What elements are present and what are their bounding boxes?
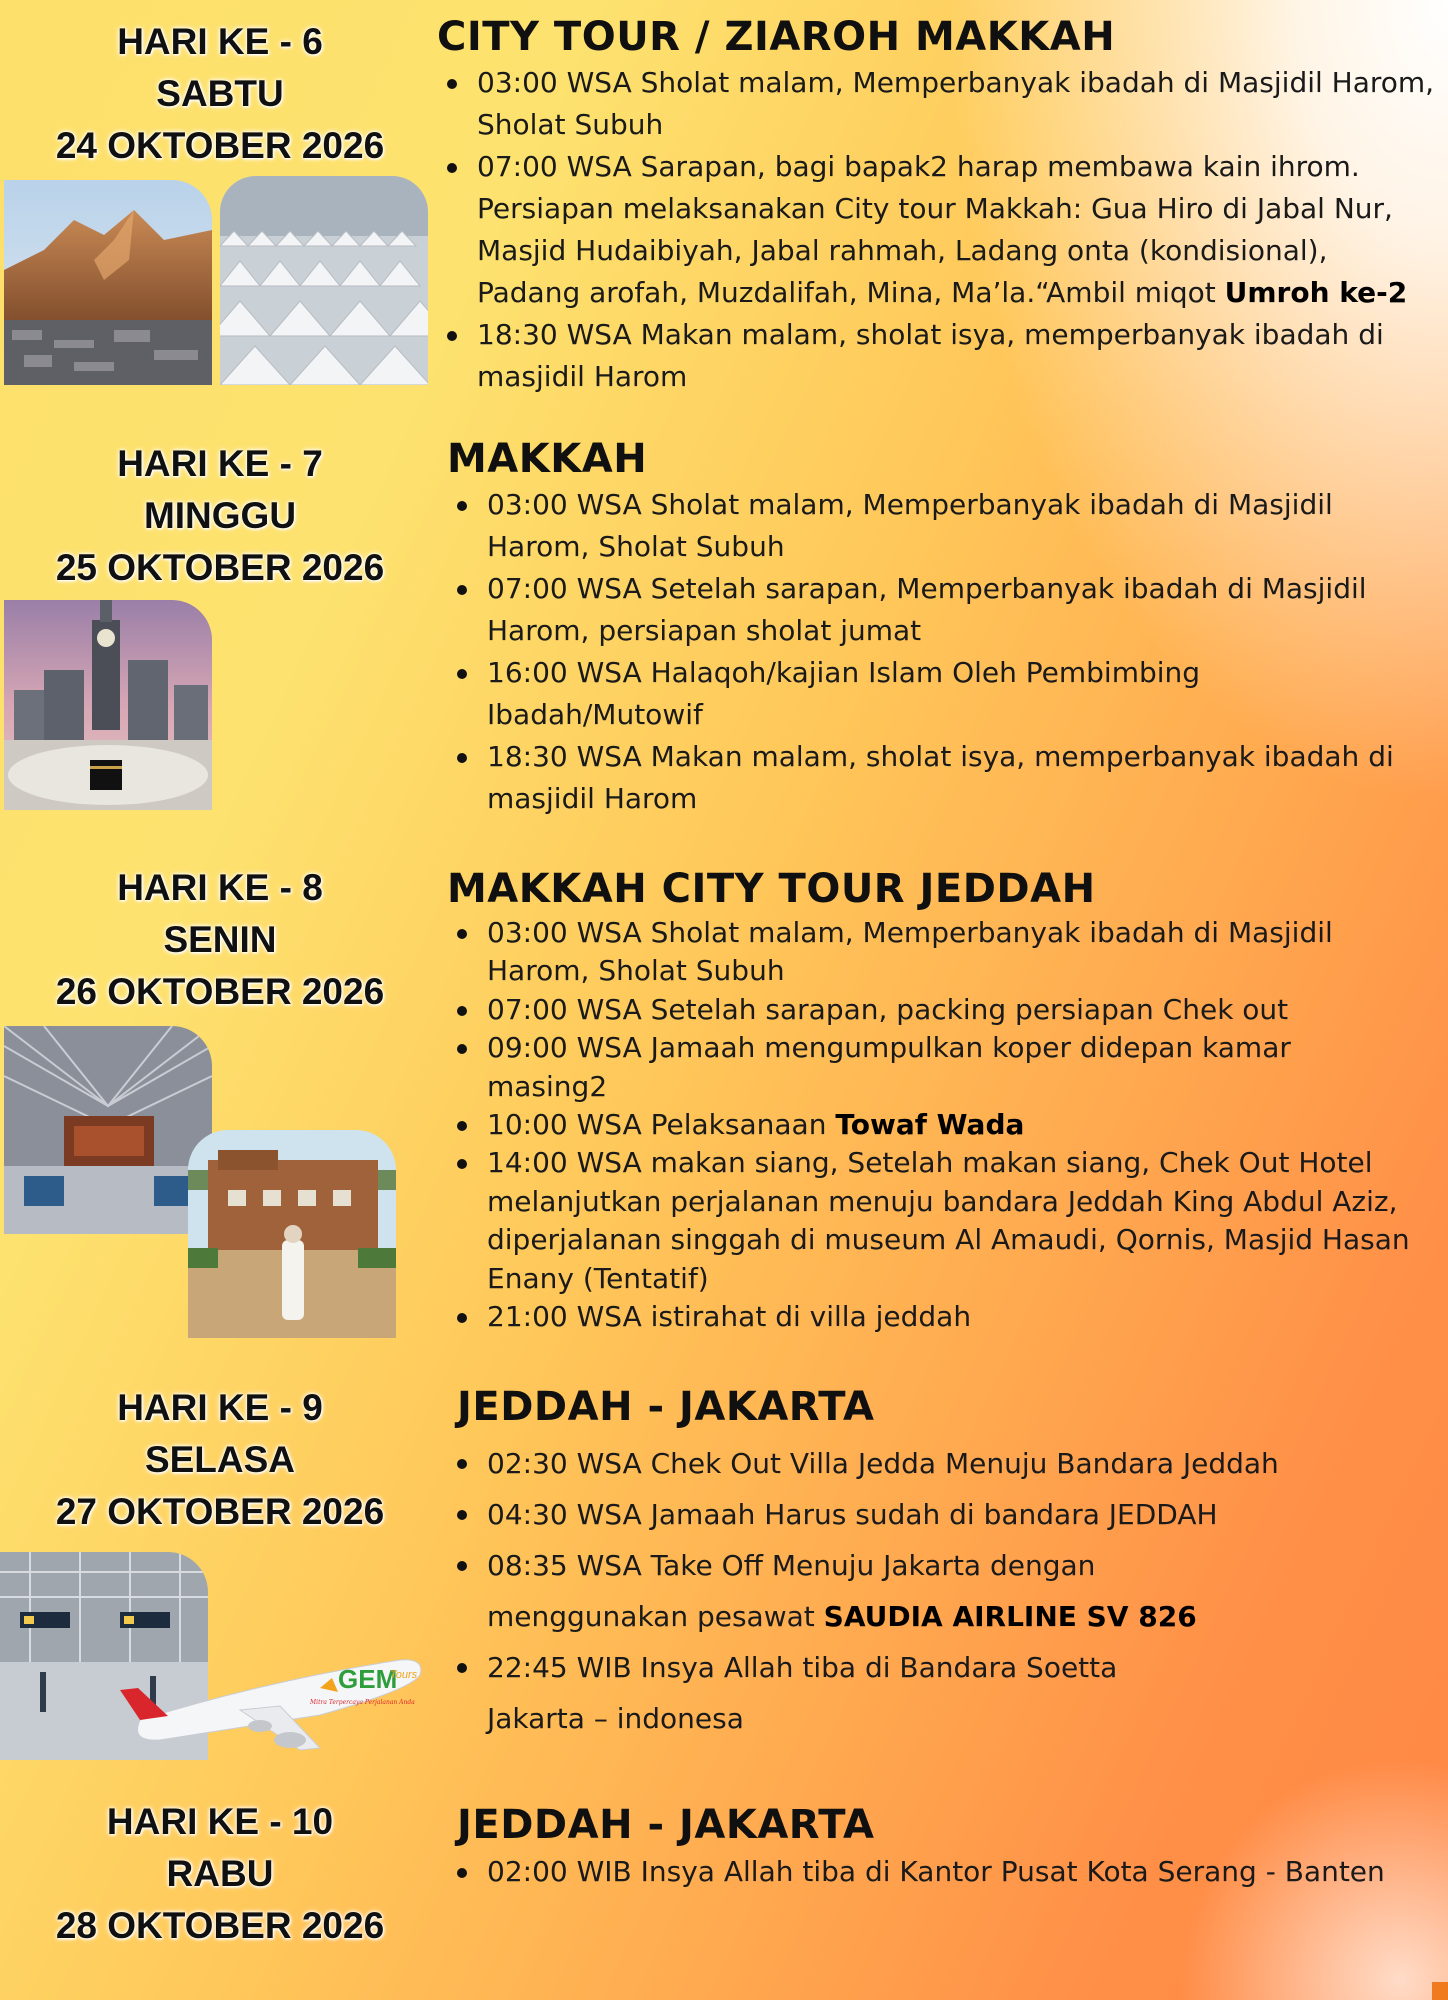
list-item: 07:00 WSA Setelah sarapan, Memperbanyak ibadah di Masjidil Harom, persiapan sholat jumat [447,568,1397,652]
list-item: 14:00 WSA makan siang, Setelah makan siang, Chek Out Hotel melanjutkan perjalanan menuju bandara Jeddah King Abdul Aziz, diperjalanan singgah di museum Al Amaudi, Qornis, Masjid Hasan Enany (Tentatif) [447,1144,1427,1298]
list-item: 22:45 WIB Insya Allah tiba di Bandara Soetta Jakarta – indonesa [447,1642,1347,1744]
list-item: 03:00 WSA Sholat malam, Memperbanyak ibadah di Masjidil Harom, Sholat Subuh [447,484,1397,568]
day-10-items [447,1850,1427,1894]
day-9-weekday: SELASA [144,1439,296,1480]
day-9-items [447,1438,1347,1744]
day-8-label: HARI KE - 8 [117,867,323,908]
day-10-schedule [447,1800,1427,1894]
day-7-title: MAKKAH [447,436,648,482]
day-6-title: CITY TOUR / ZIAROH MAKKAH [437,14,1116,60]
logo-tagline: Mitra Terpercaya Perjalanan Anda [310,1699,415,1706]
day-7-items [447,484,1397,820]
day-6-header [20,16,420,172]
list-item: 03:00 WSA Sholat malam, Memperbanyak ibadah di Masjidil Harom, Sholat Subuh [447,914,1427,991]
day-6-weekday: SABTU [156,73,284,114]
day-10-date: 28 OKTOBER 2026 [55,1905,385,1946]
list-item: 09:00 WSA Jamaah mengumpulkan koper didepan kamar masing2 [447,1029,1427,1106]
list-item: 04:30 WSA Jamaah Harus sudah di bandara JEDDAH [447,1489,1347,1540]
day-9-label: HARI KE - 9 [117,1387,323,1428]
list-item: 21:00 WSA istirahat di villa jeddah [447,1298,1427,1336]
day-9-header [20,1382,420,1538]
day-6-label: HARI KE - 6 [117,21,323,62]
day-7-schedule [447,434,1427,820]
list-item: 07:00 WSA Sarapan, bagi bapak2 harap membawa kain ihrom. Persiapan melaksanakan City tour Makkah: Gua Hiro di Jabal Nur, Masjid Hudaibiyah, Jabal rahmah, Ladang onta (kondisional), Padang arofah, Muzdalifah, Mina, Ma’la.“Ambil miqot Umroh ke-2 [437,146,1437,314]
day-6-schedule [437,12,1437,398]
list-item: 16:00 WSA Halaqoh/kajian Islam Oleh Pembimbing Ibadah/Mutowif [447,652,1397,736]
airport-terminal-photo [4,1026,212,1234]
day-6-items [437,62,1437,398]
list-item: 07:00 WSA Setelah sarapan, packing persiapan Chek out [447,991,1427,1029]
jabal-nur-photo [4,180,212,385]
day-8-title: MAKKAH CITY TOUR JEDDAH [447,866,1096,912]
day-6-date: 24 OKTOBER 2026 [55,125,385,166]
day-9-title: JEDDAH - JAKARTA [457,1384,875,1430]
day-7-date: 25 OKTOBER 2026 [55,547,385,588]
day-10-weekday: RABU [166,1853,274,1894]
day-7-weekday: MINGGU [143,495,297,536]
gem-tours-airplane [120,1630,430,1770]
corner-accent [1432,1982,1448,2000]
day-9-schedule [447,1382,1427,1744]
list-item: 18:30 WSA Makan malam, sholat isya, memperbanyak ibadah di masjidil Harom [447,736,1397,820]
list-item: 10:00 WSA Pelaksanaan Towaf Wada [447,1106,1427,1144]
day-10-label: HARI KE - 10 [106,1801,334,1842]
mina-tents-photo [220,176,428,385]
list-item: 02:00 WIB Insya Allah tiba di Kantor Pusat Kota Serang - Banten [447,1850,1427,1894]
logo-suffix: Tours [390,1669,418,1681]
day-8-schedule [447,864,1427,1336]
day-10-title: JEDDAH - JAKARTA [457,1802,875,1848]
list-item: 18:30 WSA Makan malam, sholat isya, memperbanyak ibadah di masjidil Harom [437,314,1437,398]
day-8-header [20,862,420,1018]
list-item: 08:35 WSA Take Off Menuju Jakarta dengan menggunakan pesawat SAUDIA AIRLINE SV 826 [447,1540,1347,1642]
day-10-header [20,1796,420,1952]
day-7-label: HARI KE - 7 [117,443,323,484]
day-8-weekday: SENIN [163,919,277,960]
day-8-date: 26 OKTOBER 2026 [55,971,385,1012]
list-item: 03:00 WSA Sholat malam, Memperbanyak ibadah di Masjidil Harom, Sholat Subuh [437,62,1437,146]
kaaba-clock-tower-photo [4,600,212,810]
logo-brand: GEM [338,1664,398,1694]
list-item: 02:30 WSA Chek Out Villa Jedda Menuju Bandara Jeddah [447,1438,1347,1489]
day-7-header [20,438,420,594]
museum-jeddah-photo [188,1130,396,1338]
day-9-date: 27 OKTOBER 2026 [55,1491,385,1532]
day-8-items [447,914,1427,1336]
